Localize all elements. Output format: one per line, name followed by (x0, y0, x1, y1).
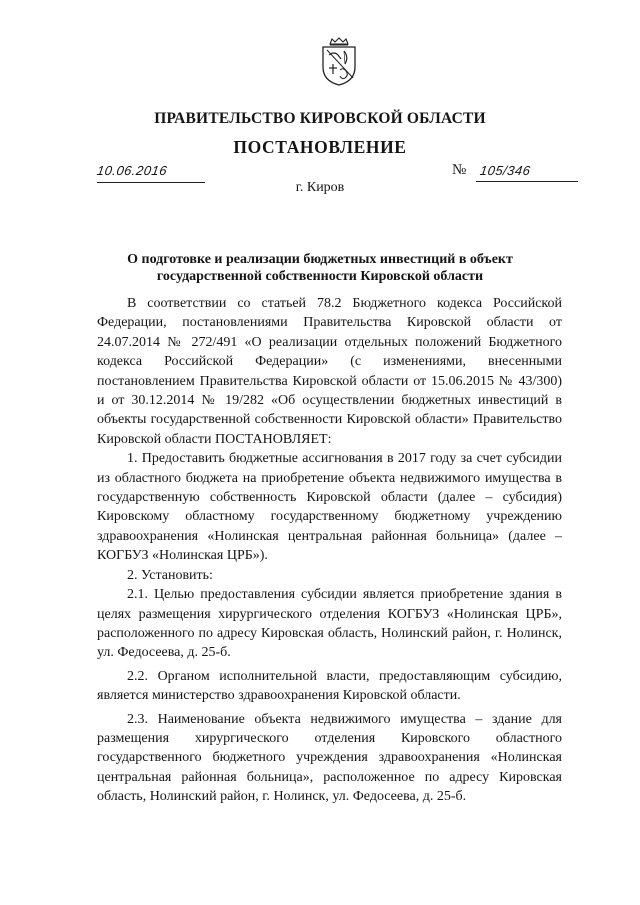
handwritten-date: 10.06.2016 (95, 163, 169, 178)
document-subject (110, 251, 530, 285)
kirov-coat-of-arms-icon (318, 37, 360, 87)
handwritten-number: 105/346 (478, 163, 532, 178)
paragraph-preamble: В соответствии со статьей 78.2 Бюджетного кодекса Российской Федерации, постановлениями Правительства Кировской области от 24.07.2014 № 272/491 «О реализации отдельных положений Бюджетного кодекса Российской Федерации» (с изменениями, внесенными постановлением Правительства Кировской области от 15.06.2015 № 43/300) и от 30.12.2014 № 19/282 «Об осуществлении бюджетных инвестиций в объекты государственной собственности Кировской области» Правительство Кировской области ПОСТАНОВЛЯЕТ: (97, 296, 562, 447)
paragraph-2: 2. Установить: (127, 567, 213, 583)
number-field (452, 162, 578, 182)
paragraph-2-2: 2.2. Органом исполнительной власти, предоставляющим субсидию, является министерство здравоохранения Кировской области. (97, 668, 562, 704)
subject-line-1: О подготовке и реализации бюджетных инвестиций в объект (127, 252, 513, 267)
city-label: г. Киров (295, 180, 345, 195)
government-title: ПРАВИТЕЛЬСТВО КИРОВСКОЙ ОБЛАСТИ (154, 110, 486, 127)
paragraph-2-1: 2.1. Целью предоставления субсидии является приобретение здания в целях размещения хирургического отделения КОГБУЗ «Нолинская ЦРБ», расположенного по адресу Кировская область, Нолинский район, г. Нолинск, ул. Федосеева, д. 25-б. (97, 587, 562, 661)
document-type: ПОСТАНОВЛЕНИЕ (233, 137, 407, 157)
number-underline (476, 162, 578, 182)
document-body (97, 294, 562, 807)
paragraph-2-3: 2.3. Наименование объекта недвижимого имущества – здание для размещения хирургического отделения Кировского областного государственного бюджетного учреждения здравоохранения «Нолинская центральная районная больница», расположенное по адресу Кировская область, Нолинский район, г. Нолинск, ул. Федосеева, д. 25-б. (97, 711, 562, 805)
number-sign: № (452, 162, 467, 178)
paragraph-1: 1. Предоставить бюджетные ассигнования в 2017 году за счет субсидии из областного бюджета на приобретение объекта недвижимого имущества в государственную собственность Кировской области (далее – субсидия) Кировскому областному государственному бюджетному учреждению здравоохранения «Нолинская центральная районная больница» (далее – КОГБУЗ «Нолинская ЦРБ»). (97, 451, 562, 564)
subject-line-2: государственной собственности Кировской области (156, 269, 484, 284)
